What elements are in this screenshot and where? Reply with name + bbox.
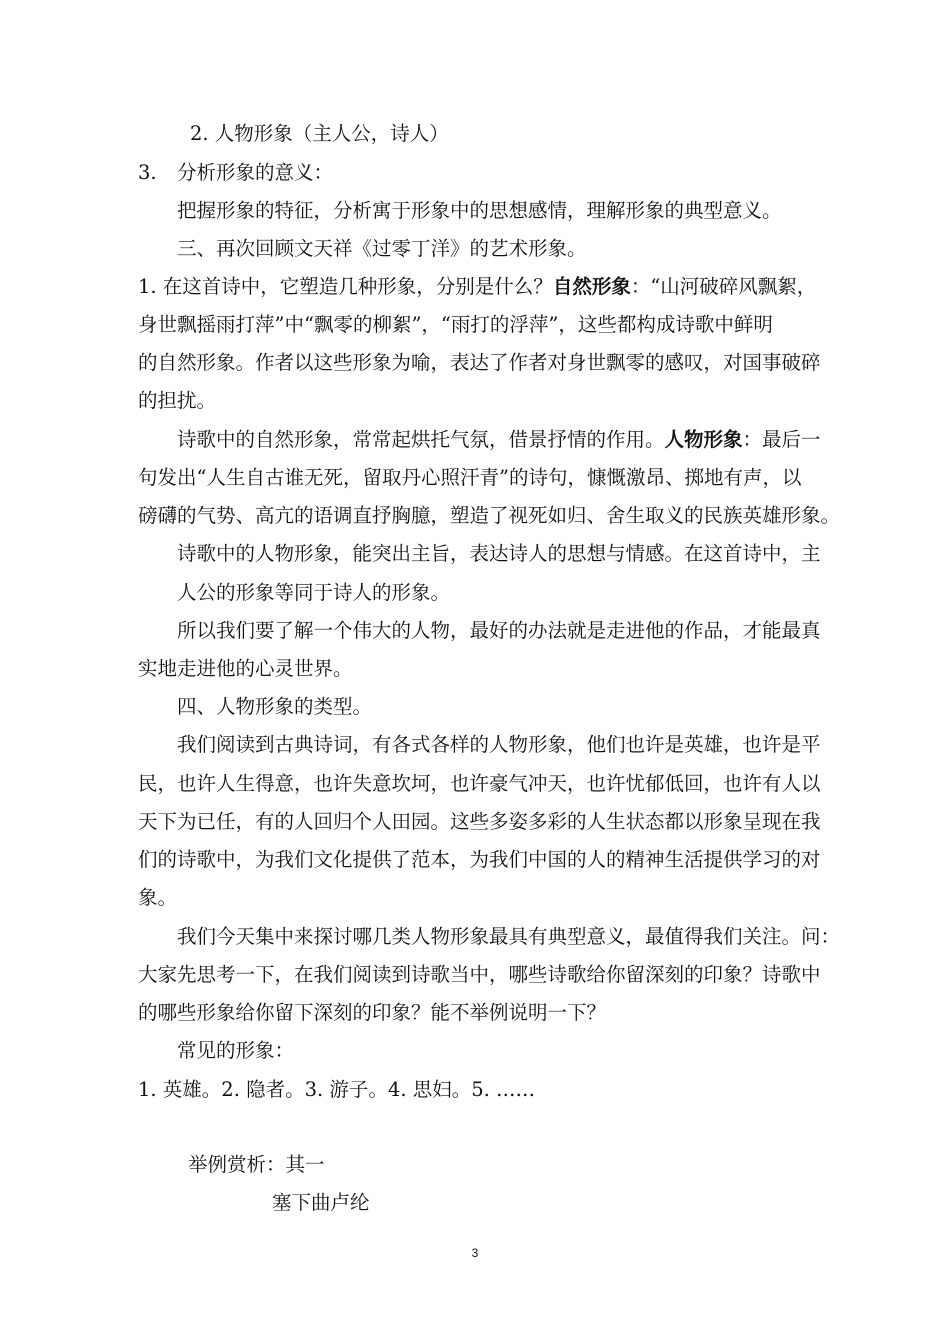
paragraph-line: 把握形象的特征，分析寓于形象中的思想感情，理解形象的典型意义。	[177, 199, 782, 222]
list-common-images: 1. 英雄。2. 隐者。3. 游子。4. 思妇。5. ……	[138, 1078, 536, 1101]
text-run: 1. 在这首诗中，它塑造几种形象，分别是什么？	[138, 275, 553, 298]
bold-term-character-image: 人物形象	[664, 428, 743, 451]
section-heading-four: 四、人物形象的类型。	[177, 695, 373, 718]
paragraph-line: 磅礴的气势、高亢的语调直抒胸臆，塑造了视死如归、舍生取义的民族英雄形象。	[138, 504, 841, 527]
paragraph-line: 人公的形象等同于诗人的形象。	[177, 581, 451, 604]
paragraph-line: 我们今天集中来探讨哪几类人物形象最具有典型意义，最值得我们关注。问：	[177, 925, 841, 948]
section-heading-three: 三、再次回顾文天祥《过零丁洋》的艺术形象。	[177, 237, 587, 260]
example-heading: 举例赏析：其一	[188, 1153, 325, 1176]
page-number: 3	[471, 1246, 479, 1260]
paragraph-line: 的担扰。	[138, 389, 217, 412]
list-text: 分析形象的意义：	[177, 161, 334, 184]
paragraph-line: 象。	[138, 886, 178, 909]
paragraph-line	[177, 421, 857, 458]
paragraph-line: 大家先思考一下，在我们阅读到诗歌当中，哪些诗歌给你留深刻的印象？诗歌中	[138, 963, 821, 986]
paragraph-line: 常见的形象：	[177, 1039, 295, 1062]
paragraph-line: 所以我们要了解一个伟大的人物，最好的办法就是走进他的作品，才能最真	[177, 619, 821, 642]
paragraph-line: 实地走进他的心灵世界。	[138, 657, 353, 680]
list-number: 3.	[138, 161, 157, 184]
paragraph-line	[138, 268, 818, 305]
paragraph-line: 句发出“人生自古谁无死，留取丹心照汗青”的诗句，慷慨激昂、掷地有声，以	[138, 466, 802, 489]
paragraph-line: 天下为已任，有的人回归个人田园。这些多姿多彩的人生状态都以形象呈现在我	[138, 810, 821, 833]
paragraph-line: 的哪些形象给你留下深刻的印象？能不举例说明一下？	[138, 1001, 607, 1024]
text-run: ：“山河破碎风飘絮，	[630, 275, 817, 298]
paragraph-line: 身世飘摇雨打萍”中“飘零的柳絮”，“雨打的浮萍”，这些都构成诗歌中鲜明	[138, 313, 773, 336]
paragraph-line: 的自然形象。作者以这些形象为喻，表达了作者对身世飘零的感叹，对国事破碎	[138, 351, 821, 374]
text-run: ：最后一	[742, 428, 821, 451]
paragraph-line: 们的诗歌中，为我们文化提供了范本，为我们中国的人的精神生活提供学习的对	[138, 848, 821, 871]
paragraph-line: 诗歌中的人物形象，能突出主旨，表达诗人的思想与情感。在这首诗中，主	[177, 542, 821, 565]
paragraph-line: 民，也许人生得意，也许失意坎坷，也许豪气冲天，也许忧郁低回，也许有人以	[138, 772, 821, 795]
list-item-character-image: 2. 人物形象（主人公，诗人）	[190, 122, 449, 145]
paragraph-line: 我们阅读到古典诗词，有各式各样的人物形象，他们也许是英雄，也许是平	[177, 733, 821, 756]
text-run: 诗歌中的自然形象，常常起烘托气氛，借景抒情的作用。	[177, 428, 665, 451]
bold-term-natural-image: 自然形象	[552, 275, 631, 298]
poem-title: 塞下曲卢纶	[272, 1191, 370, 1214]
